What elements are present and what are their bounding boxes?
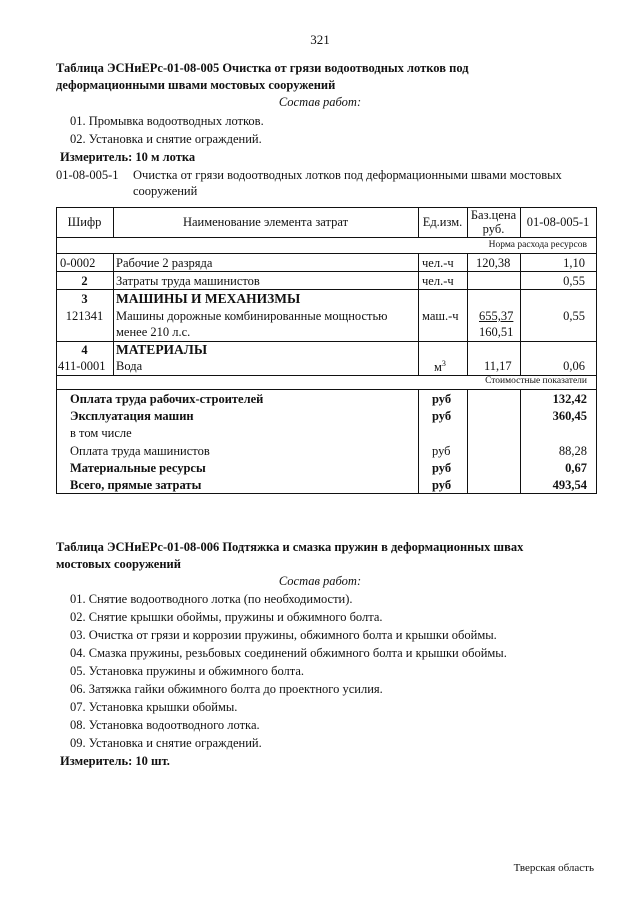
cost-row-labor-unit: руб — [432, 392, 452, 406]
header-price-line1: Баз.цена — [470, 208, 517, 222]
table-row-drivers-cipher: 2 — [81, 274, 88, 288]
header-name: Наименование элемента затрат — [182, 215, 349, 229]
header-price-line2: руб. — [482, 222, 505, 236]
table2-meter: Измеритель: 10 шт. — [60, 754, 170, 768]
cost-row-total-value: 493,54 — [552, 478, 587, 492]
table-row-machine-value: 0,55 — [563, 309, 585, 323]
table2-work-5: 05. Установка пружины и обжимного болта. — [70, 664, 305, 678]
table2-work-1: 01. Снятие водоотводного лотка (по необходимости). — [70, 592, 353, 606]
table2-work-8: 08. Установка водоотводного лотка. — [70, 718, 260, 732]
table1-title-line1: Таблица ЭСНиЕРс-01-08-005 Очистка от грязи водоотводных лотков под — [56, 61, 469, 75]
table2-composition-heading: Состав работ: — [278, 574, 362, 588]
table2-work-9: 09. Установка и снятие ограждений. — [70, 736, 262, 750]
table-row-workers-value: 1,10 — [563, 256, 585, 270]
table-row-materials-name: МАТЕРИАЛЫ — [116, 342, 208, 357]
table2-work-7: 07. Установка крышки обоймы. — [70, 700, 238, 714]
cost-row-labor-value: 132,42 — [552, 392, 587, 406]
table2-title-line1: Таблица ЭСНиЕРс-01-08-006 Подтяжка и смазка пружин в деформационных швах — [56, 540, 524, 554]
table-row-workers-cipher: 0-0002 — [60, 256, 96, 270]
table1-code-desc-line2: сооружений — [133, 184, 198, 198]
table-row-materials-cipher: 4 — [81, 343, 88, 357]
cost-row-including-name: в том числе — [70, 426, 132, 440]
cost-row-machines-unit: руб — [432, 409, 452, 423]
table-row-drivers-unit: чел.-ч — [422, 274, 454, 288]
table1-work-2: 02. Установка и снятие ограждений. — [70, 132, 262, 146]
table1-code-desc-line1: Очистка от грязи водоотводных лотков под деформационными швами мостовых — [133, 168, 562, 182]
cost-row-total-unit: руб — [432, 478, 452, 492]
table-row-workers-name: Рабочие 2 разряда — [116, 256, 213, 270]
table-row-water-cipher: 411-0001 — [58, 359, 106, 373]
cost-row-materials-value: 0,67 — [565, 461, 587, 475]
cost-caption: Стоимостные показатели — [485, 376, 587, 386]
cost-row-labor-name: Оплата труда рабочих-строителей — [70, 392, 264, 406]
table2-title-line2: мостовых сооружений — [56, 557, 181, 571]
cost-row-materials-name: Материальные ресурсы — [70, 461, 206, 475]
table-row-drivers-name: Затраты труда машинистов — [116, 274, 260, 288]
header-code: 01-08-005-1 — [526, 215, 590, 229]
table2-work-2: 02. Снятие крышки обоймы, пружины и обжимного болта. — [70, 610, 383, 624]
table-row-machine-cipher: 121341 — [65, 309, 104, 323]
table-row-water-value: 0,06 — [563, 359, 585, 373]
cost-row-total-name: Всего, прямые затраты — [70, 478, 202, 492]
table-row-workers-unit: чел.-ч — [422, 256, 454, 270]
table1-work-1: 01. Промывка водоотводных лотков. — [70, 114, 264, 128]
cost-row-machines-value: 360,45 — [552, 409, 587, 423]
page-number: 321 — [310, 32, 330, 47]
cost-row-machines-name: Эксплуатация машин — [70, 409, 194, 423]
table-row-machine-price1: 655,37 — [479, 309, 514, 323]
header-cipher: Шифр — [67, 215, 102, 229]
cost-row-drivers-value: 88,28 — [558, 444, 587, 458]
table1-composition-heading: Состав работ: — [278, 95, 362, 109]
table-row-water-price: 11,17 — [484, 359, 512, 373]
table-row-machine-name-line2: менее 210 л.с. — [116, 325, 191, 339]
resource-table — [56, 207, 597, 494]
table-row-machine-name-line1: Машины дорожные комбинированные мощностью — [116, 309, 388, 323]
table-row-drivers-value: 0,55 — [563, 274, 585, 288]
table2-work-4: 04. Смазка пружины, резьбовых соединений обжимного болта и крышки обоймы. — [70, 646, 507, 660]
table-row-water-unit: $м^3$ — [434, 359, 446, 375]
table2-work-3: 03. Очистка от грязи и коррозии пружины, обжимного болта и крышки обоймы. — [70, 628, 497, 642]
table2-work-6: 06. Затяжка гайки обжимного болта до проектного усилия. — [70, 682, 383, 696]
table-row-machines-name: МАШИНЫ И МЕХАНИЗМЫ — [116, 291, 301, 306]
table1-meter: Измеритель: 10 м лотка — [60, 150, 196, 164]
table1-code: 01-08-005-1 — [56, 168, 119, 182]
table-row-workers-price: 120,38 — [476, 256, 511, 270]
cost-row-drivers-name: Оплата труда машинистов — [70, 444, 210, 458]
norm-caption: Норма расхода ресурсов — [488, 240, 587, 250]
footer-region: Тверская область — [513, 862, 594, 874]
table-row-water-name: Вода — [116, 359, 143, 373]
table-row-machine-unit: маш.-ч — [422, 309, 459, 323]
header-unit: Ед.изм. — [422, 215, 463, 229]
table1-title-line2: деформационными швами мостовых сооружений — [56, 78, 336, 92]
cost-row-materials-unit: руб — [432, 461, 452, 475]
table-row-machine-price2: 160,51 — [479, 325, 514, 339]
table-row-machines-cipher: 3 — [81, 292, 88, 306]
cost-row-drivers-unit: руб — [432, 444, 451, 458]
